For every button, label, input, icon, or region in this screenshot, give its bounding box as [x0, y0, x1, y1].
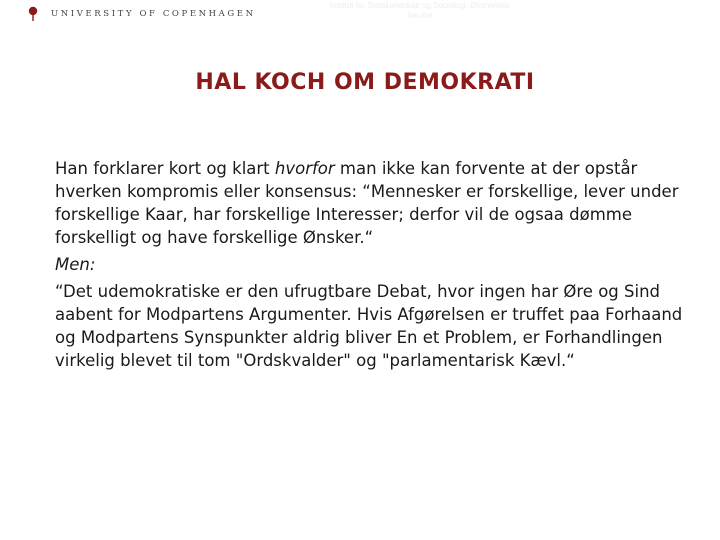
- men-label: Men:: [55, 255, 96, 274]
- emphasis-hvorfor: hvorfor: [274, 159, 335, 178]
- university-logo-icon: [28, 6, 38, 22]
- slide-title: HAL KOCH OM DEMOKRATI: [195, 70, 535, 95]
- header: [0, 0, 720, 27]
- header-faint-text: Institut for Statskundskab og Sociologi, Økonomisk fakultet: [329, 1, 511, 20]
- university-name: UNIVERSITY OF COPENHAGEN: [51, 9, 256, 19]
- paragraph-1: Han forklarer kort og klart hvorfor man ikke kan forvente at der opstår hverken kompromis eller konsensus: “Mennesker er forskellige, lever under forskellige Kaar, har forskellige Interesser; derfor vil de ogsaa dømme forskelligt og have forskellige Ønsker.“: [55, 159, 679, 247]
- slide-body: [55, 157, 705, 372]
- paragraph-2: “Det udemokratiske er den ufrugtbare Debat, hvor ingen har Øre og Sind aabent for Modpartens Argumenter. Hvis Afgørelsen er truffet paa Forhaand og Modpartens Synspunkter aldrig bliver En et Problem, er Forhandlingen virkelig blevet til tom "Ordskvalder" og "parlamentarisk Kævl.“: [55, 282, 683, 370]
